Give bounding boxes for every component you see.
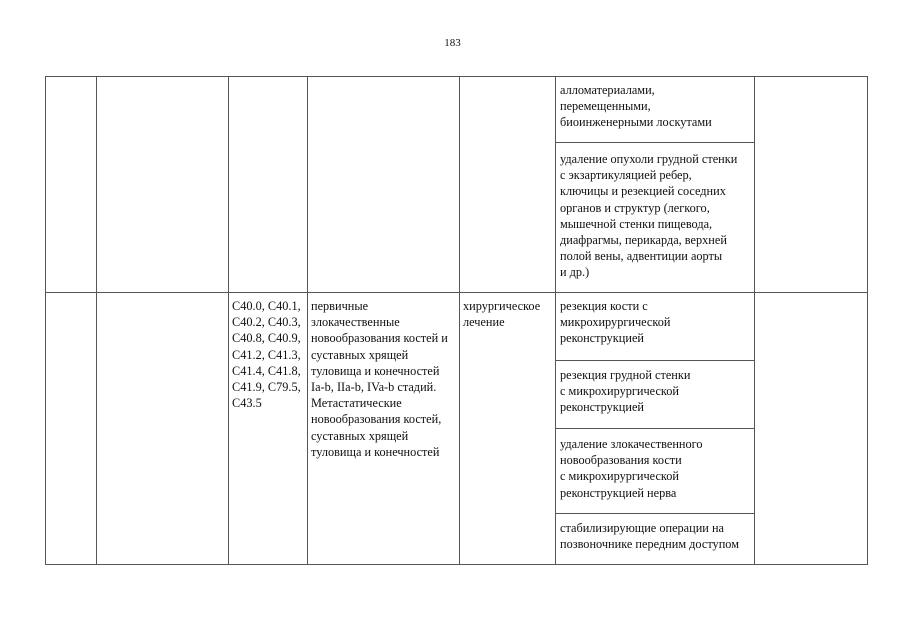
column-divider <box>459 76 460 565</box>
row-divider <box>45 292 868 293</box>
row-divider <box>556 513 755 514</box>
method-cell: резекция грудной стенки с микрохирургической реконструкцией <box>560 368 691 415</box>
row-divider <box>556 142 755 143</box>
table-border-left <box>45 76 46 565</box>
page-number: 183 <box>444 37 461 49</box>
method-cell: удаление злокачественного новообразования кости с микрохирургической реконструкцией нерва <box>560 437 703 500</box>
row-divider <box>556 360 755 361</box>
column-divider <box>754 76 755 565</box>
column-divider <box>307 76 308 565</box>
method-cell: алломатериалами, перемещенными, биоинженерными лоскутами <box>560 83 712 130</box>
method-cell: стабилизирующие операции на позвоночнике передним доступом <box>560 521 739 552</box>
row-divider <box>556 428 755 429</box>
method-cell: резекция кости с микрохирургической реконструкцией <box>560 299 671 346</box>
table-border-top <box>45 76 868 77</box>
diagnosis-cell: первичные злокачественные новообразования костей и суставных хрящей туловища и конечностей Ia-b, IIa-b, IVa-b стадий. Метастатические новообразования костей, суставных хрящей туловища и конечностей <box>311 299 448 459</box>
icd-codes-cell: C40.0, C40.1, C40.2, C40.3, C40.8, C40.9, C41.2, C41.3, C41.4, C41.8, C41.9, C79.5, C43.5 <box>232 299 301 411</box>
column-divider <box>555 76 556 565</box>
table-border-right <box>867 76 868 565</box>
column-divider <box>96 76 97 565</box>
table-border-bottom <box>45 564 868 565</box>
method-cell: удаление опухоли грудной стенки с экзартикуляцией ребер, ключицы и резекцией соседних органов и структур (легкого, мышечной стенки пищевода, диафрагмы, перикарда, верхней полой вены, адвентиции аорты и др.) <box>560 152 738 280</box>
medical-procedures-table <box>45 76 868 565</box>
column-divider <box>228 76 229 565</box>
treatment-type-cell: хирургическое лечение <box>463 299 541 330</box>
